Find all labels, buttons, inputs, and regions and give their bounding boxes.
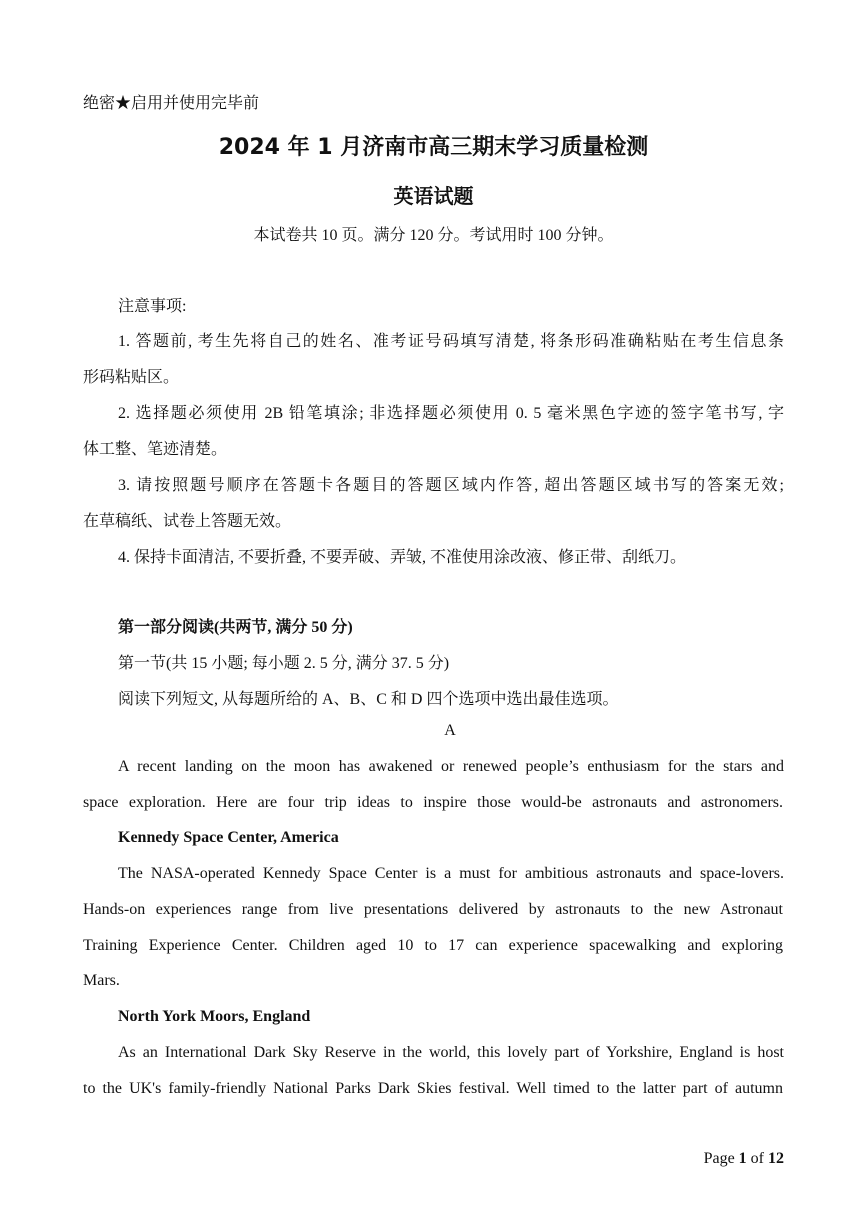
note-3-line1: 3. 请按照题号顺序在答题卡各题目的答题区域内作答, 超出答题区域书写的答案无效; <box>118 477 784 494</box>
note-1-line1: 1. 答题前, 考生先将自己的姓名、准考证号码填写清楚, 将条形码准确粘贴在考生信息条 <box>118 333 784 350</box>
york-heading: North York Moors, England <box>118 1008 311 1025</box>
page-number: 1 <box>738 1150 747 1167</box>
note-2-line2: 体工整、笔迹清楚。 <box>83 441 228 458</box>
exam-subtitle: 英语试题 <box>393 184 474 208</box>
kennedy-line4: Mars. <box>83 972 120 989</box>
page-footer <box>704 1150 784 1168</box>
exam-title: 2024 年 1 月济南市高三期末学习质量检测 <box>218 135 649 160</box>
exam-meta: 本试卷共 10 页。满分 120 分。考试用时 100 分钟。 <box>253 227 614 244</box>
intro-line1: A recent landing on the moon has awakened or renewed people’s enthusiasm for the stars and <box>118 758 784 775</box>
note-3-line2: 在草稿纸、试卷上答题无效。 <box>83 513 292 530</box>
note-2-line1: 2. 选择题必须使用 2B 铅笔填涂; 非选择题必须使用 0. 5 毫米黑色字迹的签字笔书写, 字 <box>118 405 784 422</box>
york-line2: to the UK's family-friendly National Parks Dark Skies festival. Well timed to the latter part of autumn <box>83 1080 783 1097</box>
note-1-line2: 形码粘贴区。 <box>83 369 180 386</box>
instruction-text: 阅读下列短文, 从每题所给的 A、B、C 和 D 四个选项中选出最佳选项。 <box>118 691 619 708</box>
section1-heading: 第一节(共 15 小题; 每小题 2. 5 分, 满分 37. 5 分) <box>118 655 450 672</box>
notes-heading: 注意事项: <box>118 298 187 315</box>
kennedy-line3: Training Experience Center. Children aged 10 to 17 can experience spacewalking and exploring <box>83 937 783 954</box>
intro-line2: space exploration. Here are four trip ideas to inspire those would-be astronauts and astronomers. <box>83 794 783 811</box>
kennedy-line2: Hands-on experiences range from live presentations delivered by astronauts to the new Astronaut <box>83 901 783 918</box>
page-word: Page <box>703 1150 735 1167</box>
part1-heading: 第一部分阅读(共两节, 满分 50 分) <box>118 619 353 636</box>
confidentiality-notice: 绝密★启用并使用完毕前 <box>83 95 260 112</box>
page-total: 12 <box>768 1150 784 1167</box>
passage-label: A <box>444 722 456 739</box>
note-4-line1: 4. 保持卡面清洁, 不要折叠, 不要弄破、弄皱, 不准使用涂改液、修正带、刮纸刀。 <box>118 549 687 566</box>
of-word: of <box>750 1150 764 1167</box>
kennedy-line1: The NASA-operated Kennedy Space Center is a must for ambitious astronauts and space-lovers. <box>118 865 784 882</box>
kennedy-heading: Kennedy Space Center, America <box>118 829 339 846</box>
york-line1: As an International Dark Sky Reserve in the world, this lovely part of Yorkshire, England is host <box>118 1044 784 1061</box>
